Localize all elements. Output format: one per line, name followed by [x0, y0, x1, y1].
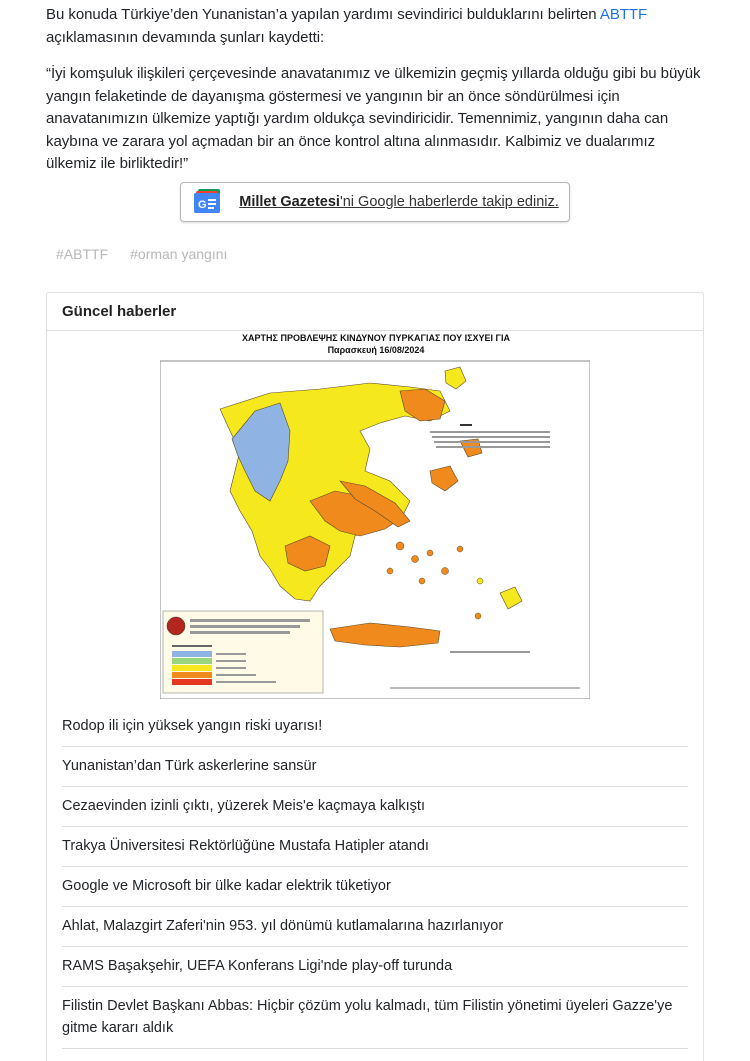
news-item[interactable]: Ahlat, Malazgirt Zaferi'nin 953. yıl dönümü kutlamalarına hazırlanıyor [62, 907, 688, 947]
fire-risk-map-image[interactable] [160, 331, 590, 699]
news-item[interactable]: Google ve Microsoft bir ülke kadar elektrik tüketiyor [62, 867, 688, 907]
panel-body [47, 331, 703, 1049]
paragraph-text: Bu konuda Türkiye’den Yunanistan’a yapılan yardımı sevindirici bulduklarını belirten [46, 6, 600, 23]
recent-news-panel [46, 292, 704, 1061]
article-paragraph [46, 0, 704, 49]
panel-title: Güncel haberler [47, 293, 703, 331]
tag-link[interactable]: #orman yangını [130, 245, 228, 262]
news-item[interactable]: Yunanistan’dan Türk askerlerine sansür [62, 747, 688, 787]
article-quote: “İyi komşuluk ilişkileri çerçevesinde anavatanımız ve ülkemizin geçmiş yıllarda olduğu gibi bu büyük yangın felaketinde de dayanışma göstermesi ve yangının bir an önce söndürülmesi için anavatanımızın ülkemize yaptığı yardım oldukça sevindiricidir. Temennimiz, yangının daha can kaybına ve zarara yol açmadan bir an önce kontrol altına alınmasıdır. Kalbimiz ve dualarımız ülkemiz ile birliktedir!” [46, 65, 701, 172]
news-list [62, 707, 688, 1049]
google-news-follow-button[interactable] [180, 182, 570, 222]
news-item[interactable]: Trakya Üniversitesi Rektörlüğüne Mustafa Hatipler atandı [62, 827, 688, 867]
tag-link[interactable]: #ABTTF [56, 245, 109, 262]
abttf-link[interactable]: ABTTF [599, 6, 648, 23]
news-item[interactable]: Rodop ili için yüksek yangın riski uyarısı! [62, 707, 688, 747]
paragraph-text-tail: açıklamasının devamında şunları kaydetti: [46, 28, 325, 46]
google-news-icon [193, 189, 225, 215]
brand-name: Millet Gazetesi [239, 193, 340, 210]
news-item[interactable]: RAMS Başakşehir, UEFA Konferans Ligi'nde play-off turunda [62, 947, 688, 987]
map-title: ΧΑΡΤΗΣ ΠΡΟΒΛΕΨΗΣ ΚΙΝΔΥΝΟΥ ΠΥΡΚΑΓΙΑΣ ΠΟΥ ΙΣΧΥΕΙ ΓΙΑ [242, 332, 510, 343]
map-date: Παρασκευή 16/08/2024 [327, 344, 425, 355]
news-item[interactable]: Cezaevinden izinli çıktı, yüzerek Meis'e kaçmaya kalkıştı [62, 787, 688, 827]
svg-text:G: G [198, 198, 207, 211]
article-body [0, 0, 750, 262]
google-news-follow-label [239, 194, 559, 210]
follow-suffix: 'ni Google haberlerde takip ediniz. [339, 193, 559, 210]
news-thumbnail-link[interactable] [62, 331, 688, 699]
news-item[interactable]: Filistin Devlet Başkanı Abbas: Hiçbir çözüm yolu kalmadı, tüm Filistin yönetimi üyeleri Gazze'ye gitme kararı aldık [62, 987, 688, 1049]
google-news-follow [46, 182, 704, 222]
tag-list [46, 222, 704, 262]
